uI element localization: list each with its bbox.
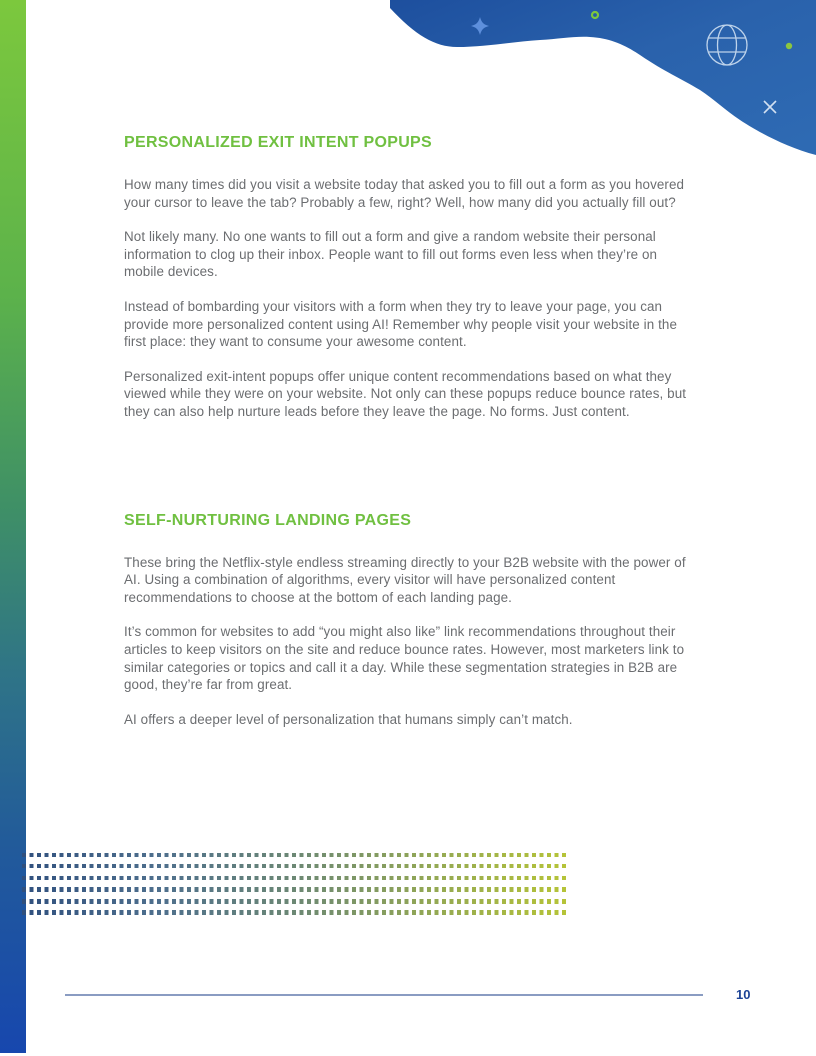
page-number: 10: [736, 987, 751, 1002]
dash-row: [22, 864, 568, 868]
dash-row: [22, 899, 568, 904]
body-paragraph: Not likely many. No one wants to fill out a form and give a random website their personal information to clog up their inbox. People want to fill out forms even less when they’re on mobile devices.: [124, 229, 658, 280]
dash-row: [22, 876, 568, 880]
dash-row: [22, 887, 568, 892]
dash-pattern: [22, 853, 568, 921]
body-paragraph: It’s common for websites to add “you might also like” link recommendations throughout their articles to keep visitors on the site and reduce bounce rates. However, most marketers link to similar categories or topics and call it a day. While these segmentation strategies in B2B are good, they’re far from great.: [124, 624, 685, 693]
body-paragraph: Personalized exit-intent popups offer unique content recommendations based on what they viewed while they were on your website. Not only can these popups reduce bounce rates, but they can also help nurture leads before they leave the page. No forms. Just content.: [124, 368, 687, 419]
section-heading: PERSONALIZED EXIT INTENT POPUPS: [124, 134, 433, 151]
text-column: [124, 132, 696, 745]
section-heading: SELF-NURTURING LANDING PAGES: [124, 511, 412, 529]
footer-divider: [65, 994, 703, 996]
body-paragraph: Instead of bombarding your visitors with a form when they try to leave your page, you can provide more personalized content using AI! Remember why people visit your website in the first place: they want to consume your awesome content.: [124, 298, 677, 350]
dash-row: [22, 910, 568, 915]
dash-row: [22, 853, 568, 857]
dot-icon: [786, 43, 792, 49]
body-paragraph: How many times did you visit a website today that asked you to fill out a form as you hovered your cursor to leave the tab? Probably a few, right? Well, how many did you actually fill out?: [124, 177, 685, 210]
body-paragraph: These bring the Netflix-style endless streaming directly to your B2B website with the power of AI. Using a combination of algorithms, every visitor will have personalized content recommendations to choose at the bottom of each landing page.: [124, 554, 686, 605]
body-paragraph: AI offers a deeper level of personalization that humans simply can’t match.: [124, 711, 573, 727]
